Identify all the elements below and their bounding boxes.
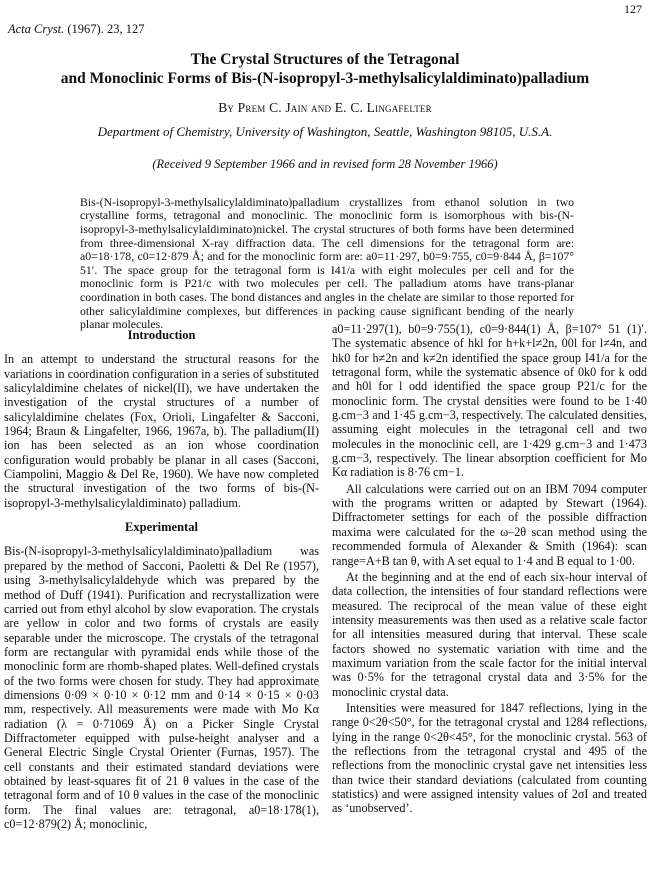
right-column bbox=[332, 322, 647, 816]
abstract: Bis-(N-isopropyl-3-methylsalicylaldiminato)palladium crystallizes from ethanol solution in two crystalline forms, tetragonal and monoclinic. The monoclinic form is isomorphous with bis-(N-isopropyl-3-methylsalicylaldiminato)nickel. The crystal structures of both forms have been determined from three-dimensional X-ray diffraction data. The cell dimensions for the tetragonal form are: a0=18·178, c0=12·879 Å; and for the monoclinic form are: a0=11·297, b0=9·755, c0=9·844 Å, β=107° 51′. The space group for the tetragonal form is I41/a with eight molecules per cell and for the monoclinic form is P21/c with two molecules per cell. The palladium atoms have trans-planar coordination in both cases. The bond distances and angles in the chelate are similar to those reported for other salicylaldimine complexes, but differences in packing cause significant bending of the nearly planar molecules. bbox=[80, 194, 574, 332]
affiliation: Department of Chemistry, University of Washington, Seattle, Washington 98105, U.S.A. bbox=[97, 124, 553, 139]
page-number: 127 bbox=[624, 2, 642, 16]
experimental-heading: Experimental bbox=[125, 520, 198, 535]
scale-factor-paragraph: At the beginning and at the end of each six-hour interval of data collection, the intensities of four standard reflections were measured. The reciprocal of the mean value of these eight intensity measurements was then used as a relative scale factor for all intensities measured during that interval. These scale factors showed no systematic variation with time and the maximum variation from the scale factor for the initial interval was 0·5% for the tetragonal crystal data and 3·5% for the monoclinic crystal data. bbox=[332, 569, 647, 699]
authors: By Prem C. Jain and E. C. Lingafelter bbox=[218, 100, 432, 115]
experimental-paragraph: Bis-(N-isopropyl-3-methylsalicylaldiminato)palladium was prepared by the method of Sacconi, Paoletti & Del Re (1957), using 3-methylsalicylaldehyde which was prepared by the method of Duff (1941). Purification and recrystallization were carried out from ethyl alcohol by slow evaporation. The crystals are yellow in color and two forms of crystals are easily separable under the microscope. The crystals of the tetragonal form are rectangular with pyramidal ends while those of the monoclinic form are rhomb-shaped plates. Well-defined crystals of the two forms were chosen for study. They had approximate dimensions 0·09 × 0·10 × 0·12 mm and 0·14 × 0·15 × 0·03 mm, respectively. All measurements were made with Mo Kα radiation (λ = 0·71069 Å) on a Picker Single Crystal Diffractometer equipped with pulse-height analyser and a General Electric Single Crystal Orienter (Furnas, 1957). The cell constants and their estimated standard deviations were obtained by least-squares fit of 21 θ values in the case of the tetragonal form and of 10 θ values in the case of the monoclinic form. The final values are: tetragonal, a0=18·178(1), c0=12·879(2) Å; monoclinic, bbox=[4, 544, 319, 831]
cell-constants-paragraph: a0=11·297(1), b0=9·755(1), c0=9·844(1) Å, β=107° 51 (1)′. The systematic absence of hkl for h+k+l≠2n, 00l for l≠4n, and hk0 for h≠2n and k≠2n identified the space group I41/a for the tetragonal form, while the systematic absence of 0k0 for k odd and h0l for l odd identified the space group P21/c for the monoclinic form. The crystal densities were found to be 1·40 g.cm−3 and 1·45 g.cm−3, respectively. The calculated densities, assuming eight molecules in the tetragonal cell and two molecules in the monoclinic cell, are 1·429 g.cm−3 and 1·473 g.cm−3, respectively. The linear absorption coefficient for Mo Kα radiation is 8·76 cm−1. bbox=[332, 322, 647, 480]
title-line-1: The Crystal Structures of the Tetragonal bbox=[190, 51, 460, 68]
journal-name: Acta Cryst. bbox=[8, 22, 65, 36]
journal-citation bbox=[8, 22, 144, 37]
introduction-paragraph: In an attempt to understand the structural reasons for the variations in coordination configuration in a series of substituted salicylaldimine chelates of nickel(II), we have undertaken the investigation of the crystal structures of a number of salicylaldimine chelates (Fox, Orioli, Lingafelter & Sacconi, 1964; Braun & Lingafelter, 1966, 1967a, b). The palladium(II) ion has been selected as an ion whose coordination configuration would probably be planar in all cases (Sacconi, Ciampolini, Maggio & Del Re, 1960). We have now completed the structural investigation of the two forms of bis-(N-isopropyl-3-methylsalicylaldiminato) palladium. bbox=[4, 352, 319, 510]
introduction-heading: Introduction bbox=[127, 328, 196, 342]
intensities-paragraph: Intensities were measured for 1847 reflections, lying in the range 0<2θ<50°, for the tetragonal crystal and 1284 reflections, lying in the range 0<2θ<45°, for the monoclinic crystal. 563 of the reflections from the tetragonal crystal and 495 of the reflections from the monoclinic crystal gave net intensities less than twice their standard deviations (calculated from counting statistics) and were assigned intensity values of 2σI and treated as ‘unobserved’. bbox=[332, 700, 647, 816]
received-dates: (Received 9 September 1966 and in revised form 28 November 1966) bbox=[152, 157, 498, 171]
left-column bbox=[4, 322, 319, 831]
calculations-paragraph: All calculations were carried out on an IBM 7094 computer with the programs written or adapted by Stewart (1964). Diffractometer settings for each of the possible diffraction maxima were calculated for the ω–2θ scan method using the recommended formula of Alexander & Smith (1964): scan range=A+B tan θ, with A set equal to 1·4 and B equal to 1·00. bbox=[332, 481, 647, 568]
title-line-2: and Monoclinic Forms of Bis-(N-isopropyl-3-methylsalicylaldiminato)palladium bbox=[60, 70, 590, 87]
journal-volume: (1967). 23, 127 bbox=[64, 22, 145, 36]
